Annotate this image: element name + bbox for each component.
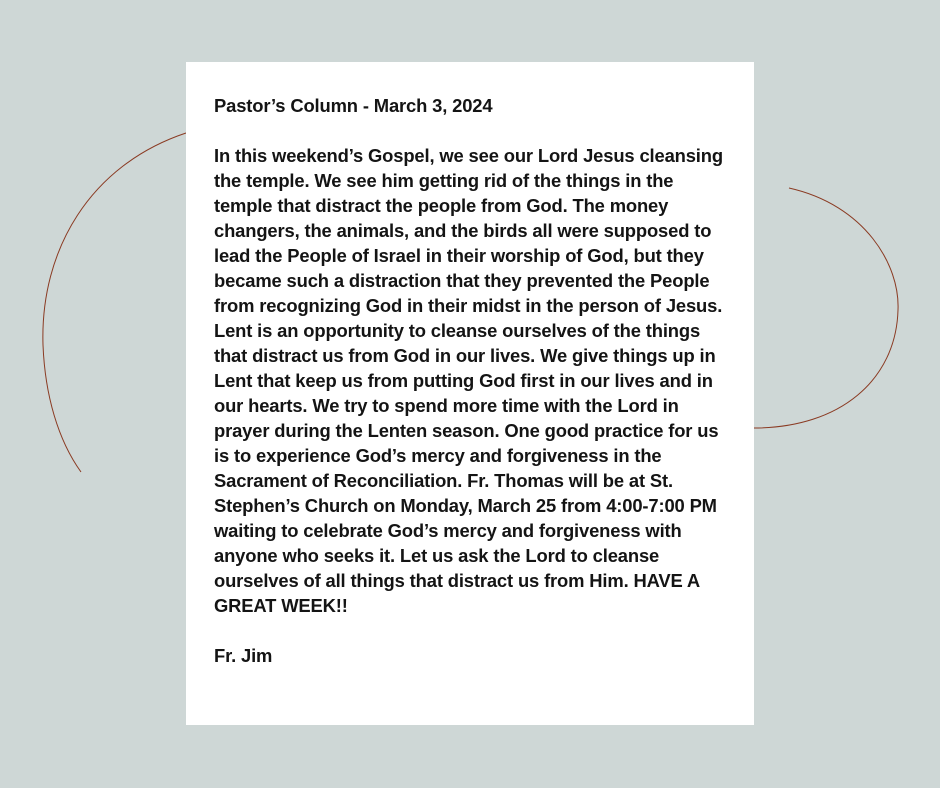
column-body: In this weekend’s Gospel, we see our Lord Jesus cleansing the temple. We see him getting rid of the things in the temple that distract the people from God. The money changers, the animals, and the birds all were supposed to lead the People of Israel in their worship of God, but they became such a distraction that they prevented the People from recognizing God in their midst in the person of Jesus. Lent is an opportunity to cleanse ourselves of the things that distract us from God in our lives. We give things up in Lent that keep us from putting God first in our lives and in our hearts. We try to spend more time with the Lord in prayer during the Lenten season. One good practice for us is to experience God’s mercy and forgiveness in the Sacrament of Reconciliation. Fr. Thomas will be at St. Stephen’s Church on Monday, March 25 from 4:00-7:00 PM waiting to celebrate God’s mercy and forgiveness with anyone who seeks it. Let us ask the Lord to cleanse ourselves of all things that distract us from Him. HAVE A GREAT WEEK!! [214,145,723,616]
left-arc [43,133,186,472]
signature: Fr. Jim [214,645,273,666]
pastor-column-card [186,62,754,725]
right-arc [754,188,898,428]
column-heading: Pastor’s Column - March 3, 2024 [214,95,493,116]
